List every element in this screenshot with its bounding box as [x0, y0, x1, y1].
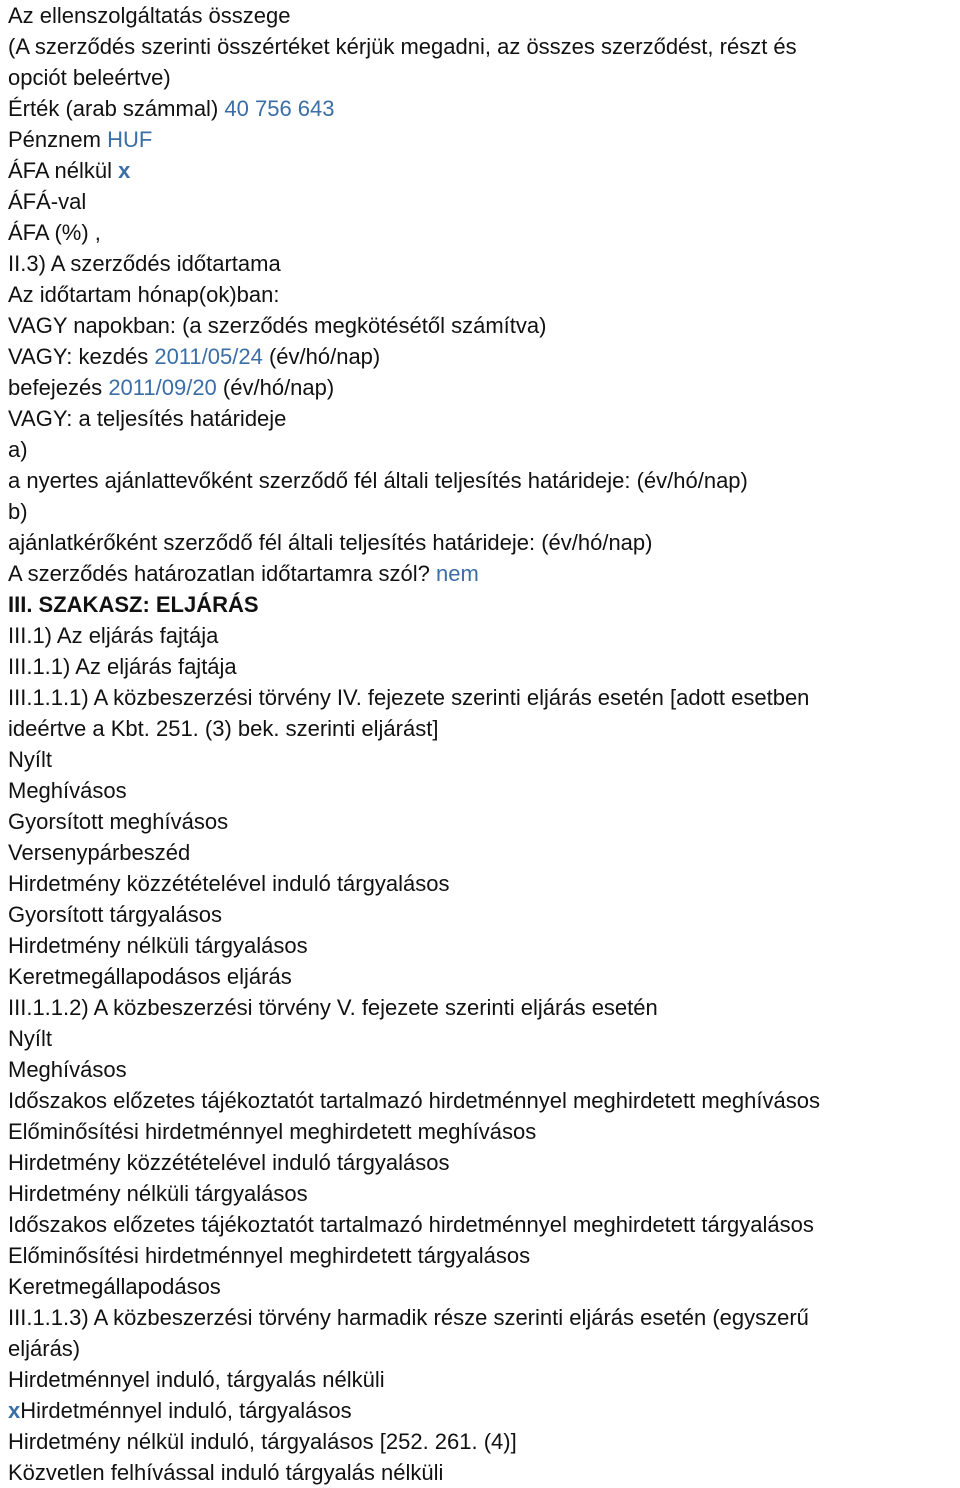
currency-label: Pénznem: [8, 127, 101, 152]
deadline-a-text: a nyertes ajánlattevőként szerződő fél általi teljesítés határideje: (év/hó/nap): [8, 468, 748, 493]
part4-heading-line-2: ideértve a Kbt. 251. (3) bek. szerinti eljárást]: [8, 716, 439, 741]
part4-option: Hirdetmény nélküli tárgyalásos: [8, 933, 308, 958]
deadline-a-marker: a): [8, 437, 28, 462]
duration-days-label: VAGY napokban: (a szerződés megkötésétől számítva): [8, 313, 547, 338]
indefinite-answer: nem: [436, 561, 479, 586]
selected-check-mark: x: [8, 1398, 21, 1423]
currency-row: [8, 124, 960, 155]
start-label: VAGY: kezdés: [8, 344, 149, 369]
end-date-row: [8, 372, 960, 403]
duration-heading: II.3) A szerződés időtartama: [8, 251, 281, 276]
part4-option: Versenypárbeszéd: [8, 840, 191, 865]
currency-value: HUF: [107, 127, 153, 152]
value-amount: 40 756 643: [224, 96, 335, 121]
part5-option: Időszakos előzetes tájékoztatót tartalmazó hirdetménnyel meghirdetett meghívásos: [8, 1088, 820, 1113]
no-vat-row: [8, 155, 960, 186]
part5-heading: III.1.1.2) A közbeszerzési törvény V. fejezete szerinti eljárás esetén: [8, 995, 658, 1020]
part5-option: Meghívásos: [8, 1057, 127, 1082]
part4-option: Gyorsított tárgyalásos: [8, 902, 222, 927]
start-date-row: [8, 341, 960, 372]
value-note-line-1: (A szerződés szerinti összértéket kérjük megadni, az összes szerződést, részt és: [8, 34, 797, 59]
part3-option-selected: [8, 1395, 960, 1426]
deadline-label: VAGY: a teljesítés határideje: [8, 406, 287, 431]
duration-months-label: Az időtartam hónap(ok)ban:: [8, 282, 280, 307]
indefinite-question: A szerződés határozatlan időtartamra szól?: [8, 561, 430, 586]
indefinite-duration-row: [8, 558, 960, 589]
procedure-type-subheading: III.1.1) Az eljárás fajtája: [8, 654, 237, 679]
end-date: 2011/09/20: [108, 375, 217, 400]
part3-option: Közvetlen felhívással induló tárgyalás nélküli: [8, 1460, 444, 1485]
end-label: befejezés: [8, 375, 103, 400]
value-heading: Az ellenszolgáltatás összege: [8, 3, 291, 28]
deadline-b-marker: b): [8, 499, 28, 524]
no-vat-label: ÁFA nélkül: [8, 158, 112, 183]
part3-option: Hirdetménnyel induló, tárgyalás nélküli: [8, 1367, 385, 1392]
start-date: 2011/05/24: [154, 344, 263, 369]
part4-option: Hirdetmény közzétételével induló tárgyalásos: [8, 871, 450, 896]
vat-percent-label: ÁFA (%) ,: [8, 220, 101, 245]
part4-option: Meghívásos: [8, 778, 127, 803]
part5-option: Nyílt: [8, 1026, 52, 1051]
start-date-unit: (év/hó/nap): [268, 344, 381, 369]
part5-option: Előminősítési hirdetménnyel meghirdetett meghívásos: [8, 1119, 537, 1144]
with-vat-label: ÁFÁ-val: [8, 189, 87, 214]
part3-option-label: Hirdetménnyel induló, tárgyalásos: [20, 1398, 352, 1423]
value-row: [8, 93, 960, 124]
part5-option: Keretmegállapodásos: [8, 1274, 221, 1299]
part4-option: Gyorsított meghívásos: [8, 809, 229, 834]
part5-option: Hirdetmény közzétételével induló tárgyalásos: [8, 1150, 450, 1175]
value-note-line-2: opciót beleértve): [8, 65, 171, 90]
part5-option: Előminősítési hirdetménnyel meghirdetett tárgyalásos: [8, 1243, 531, 1268]
procedure-type-heading: III.1) Az eljárás fajtája: [8, 623, 219, 648]
value-label: Érték (arab számmal): [8, 96, 219, 121]
part5-option: Időszakos előzetes tájékoztatót tartalmazó hirdetménnyel meghirdetett tárgyalásos: [8, 1212, 814, 1237]
no-vat-check-mark: x: [118, 158, 131, 183]
part4-option: Nyílt: [8, 747, 52, 772]
part5-option: Hirdetmény nélküli tárgyalásos: [8, 1181, 308, 1206]
end-date-unit: (év/hó/nap): [222, 375, 335, 400]
part4-option: Keretmegállapodásos eljárás: [8, 964, 292, 989]
part3-option: Hirdetmény nélkül induló, tárgyalásos [252. 261. (4)]: [8, 1429, 517, 1454]
deadline-b-text: ajánlatkérőként szerződő fél általi teljesítés határideje: (év/hó/nap): [8, 530, 653, 555]
section3-heading: III. SZAKASZ: ELJÁRÁS: [8, 592, 259, 617]
part3-heading-line-2: eljárás): [8, 1336, 81, 1361]
part3-heading-line-1: III.1.1.3) A közbeszerzési törvény harmadik része szerinti eljárás esetén (egyszerű: [8, 1305, 809, 1330]
part4-heading-line-1: III.1.1.1) A közbeszerzési törvény IV. fejezete szerinti eljárás esetén [adott esetben: [8, 685, 810, 710]
